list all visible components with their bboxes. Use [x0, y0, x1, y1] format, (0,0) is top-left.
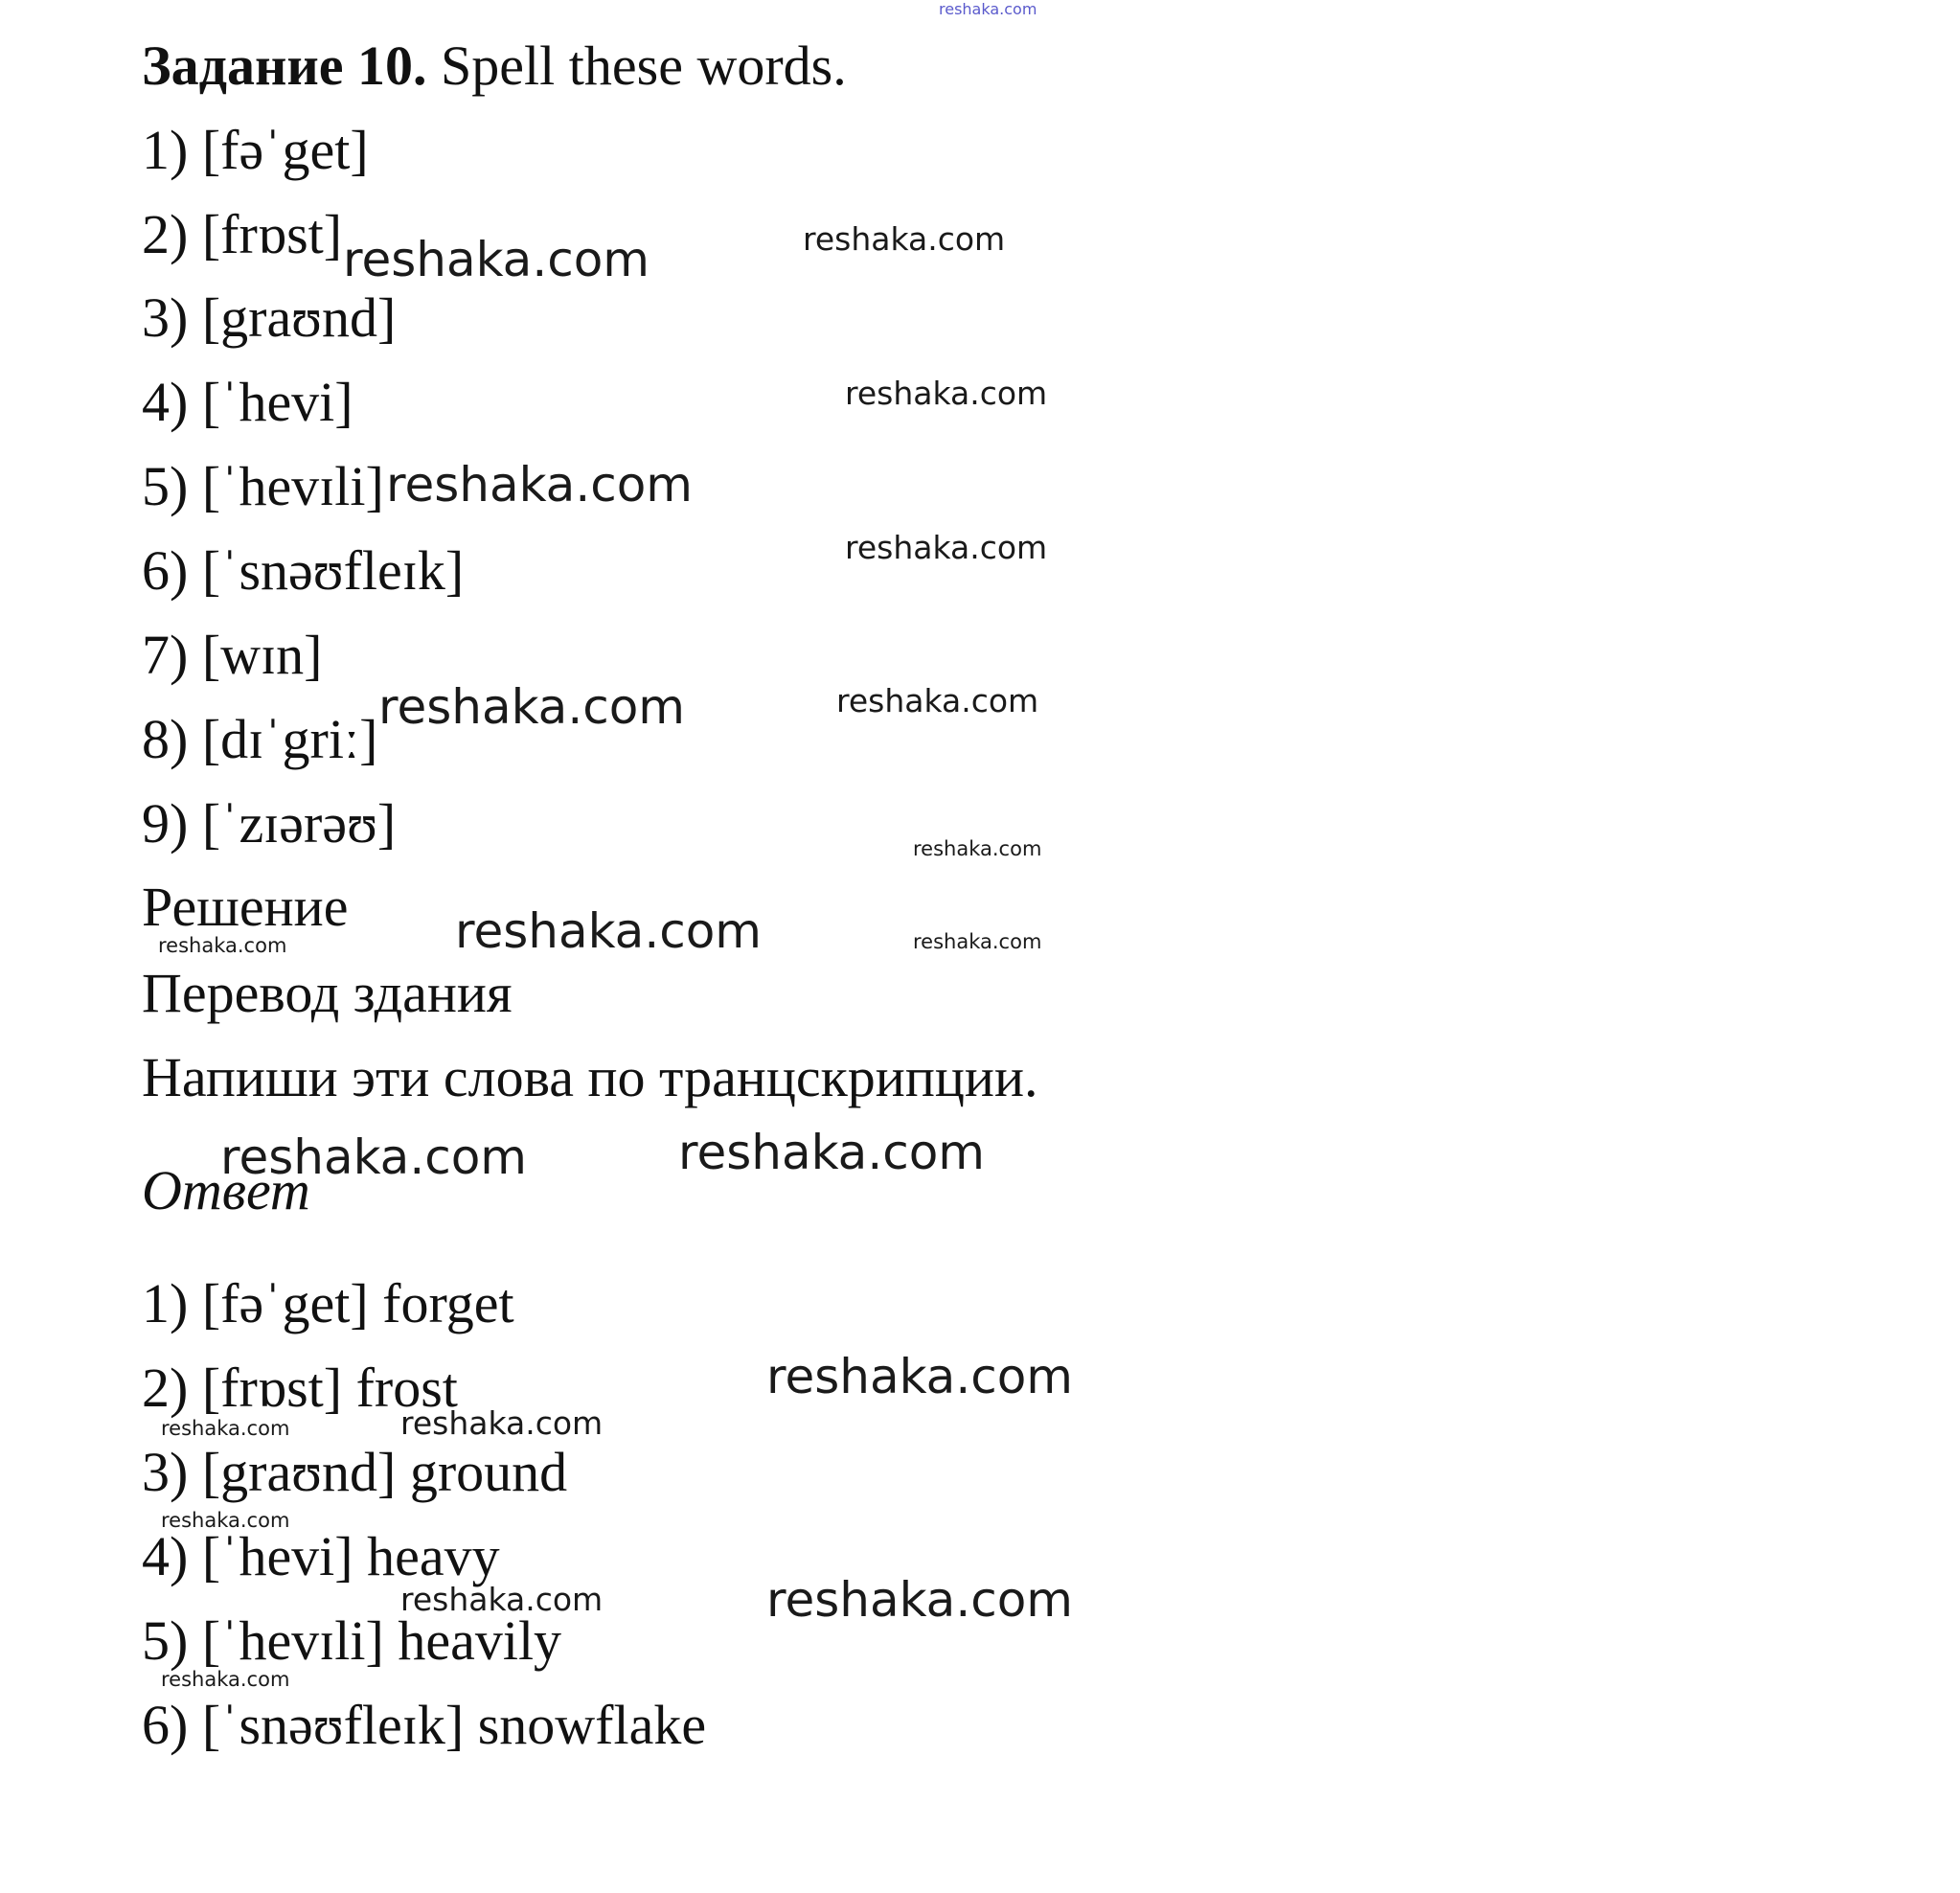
watermark: reshaka.com [400, 1404, 604, 1442]
watermark: reshaka.com [378, 679, 685, 735]
watermark: reshaka.com [845, 375, 1048, 412]
watermark: reshaka.com [836, 682, 1039, 719]
watermark: reshaka.com [766, 1349, 1073, 1404]
watermark: reshaka.com [343, 232, 650, 287]
transcription-item: 8) [dɪˈgriː] [142, 708, 378, 770]
solution-heading: Решение [142, 876, 349, 938]
transcription-item: 2) [frɒst] [142, 203, 343, 265]
answer-item: 3) [graʊnd] ground [142, 1441, 568, 1503]
watermark: reshaka.com [803, 220, 1006, 258]
answer-item: 5) [ˈhevɪli] heavily [142, 1609, 562, 1672]
watermark: reshaka.com [455, 903, 762, 959]
transcription-item: 6) [ˈsnəʊfleɪk] [142, 539, 465, 602]
watermark-top: reshaka.com [939, 0, 1037, 18]
task-instruction: Spell these words. [441, 34, 847, 97]
watermark: reshaka.com [913, 837, 1042, 860]
answer-item: 6) [ˈsnəʊfleɪk] snowflake [142, 1694, 707, 1756]
transcription-item: 5) [ˈhevɪli] [142, 455, 384, 517]
watermark: reshaka.com [158, 934, 287, 957]
watermark: reshaka.com [845, 529, 1048, 566]
transcription-item: 7) [wɪn] [142, 624, 323, 686]
answer-item: 4) [ˈhevi] heavy [142, 1525, 500, 1587]
answer-item: 1) [fəˈget] forget [142, 1272, 514, 1334]
transcription-item: 3) [graʊnd] [142, 286, 397, 349]
watermark: reshaka.com [161, 1417, 290, 1440]
watermark: reshaka.com [161, 1668, 290, 1691]
translation-text: Напиши эти слова по транцскрипции. [142, 1046, 1038, 1108]
answer-heading: Ответ [142, 1159, 310, 1221]
translation-heading: Перевод здания [142, 962, 513, 1024]
watermark: reshaka.com [400, 1581, 604, 1618]
watermark: reshaka.com [386, 457, 693, 513]
watermark: reshaka.com [913, 930, 1042, 953]
transcription-item: 9) [ˈzɪərəʊ] [142, 792, 397, 855]
watermark: reshaka.com [678, 1125, 985, 1180]
task-title [142, 34, 847, 97]
transcription-item: 1) [fəˈget] [142, 119, 369, 181]
watermark: reshaka.com [766, 1572, 1073, 1628]
answer-item: 2) [frɒst] frost [142, 1357, 458, 1419]
transcription-item: 4) [ˈhevi] [142, 371, 353, 433]
task-label: Задание 10. [142, 34, 427, 97]
watermark: reshaka.com [161, 1509, 290, 1532]
watermark: reshaka.com [220, 1129, 527, 1185]
